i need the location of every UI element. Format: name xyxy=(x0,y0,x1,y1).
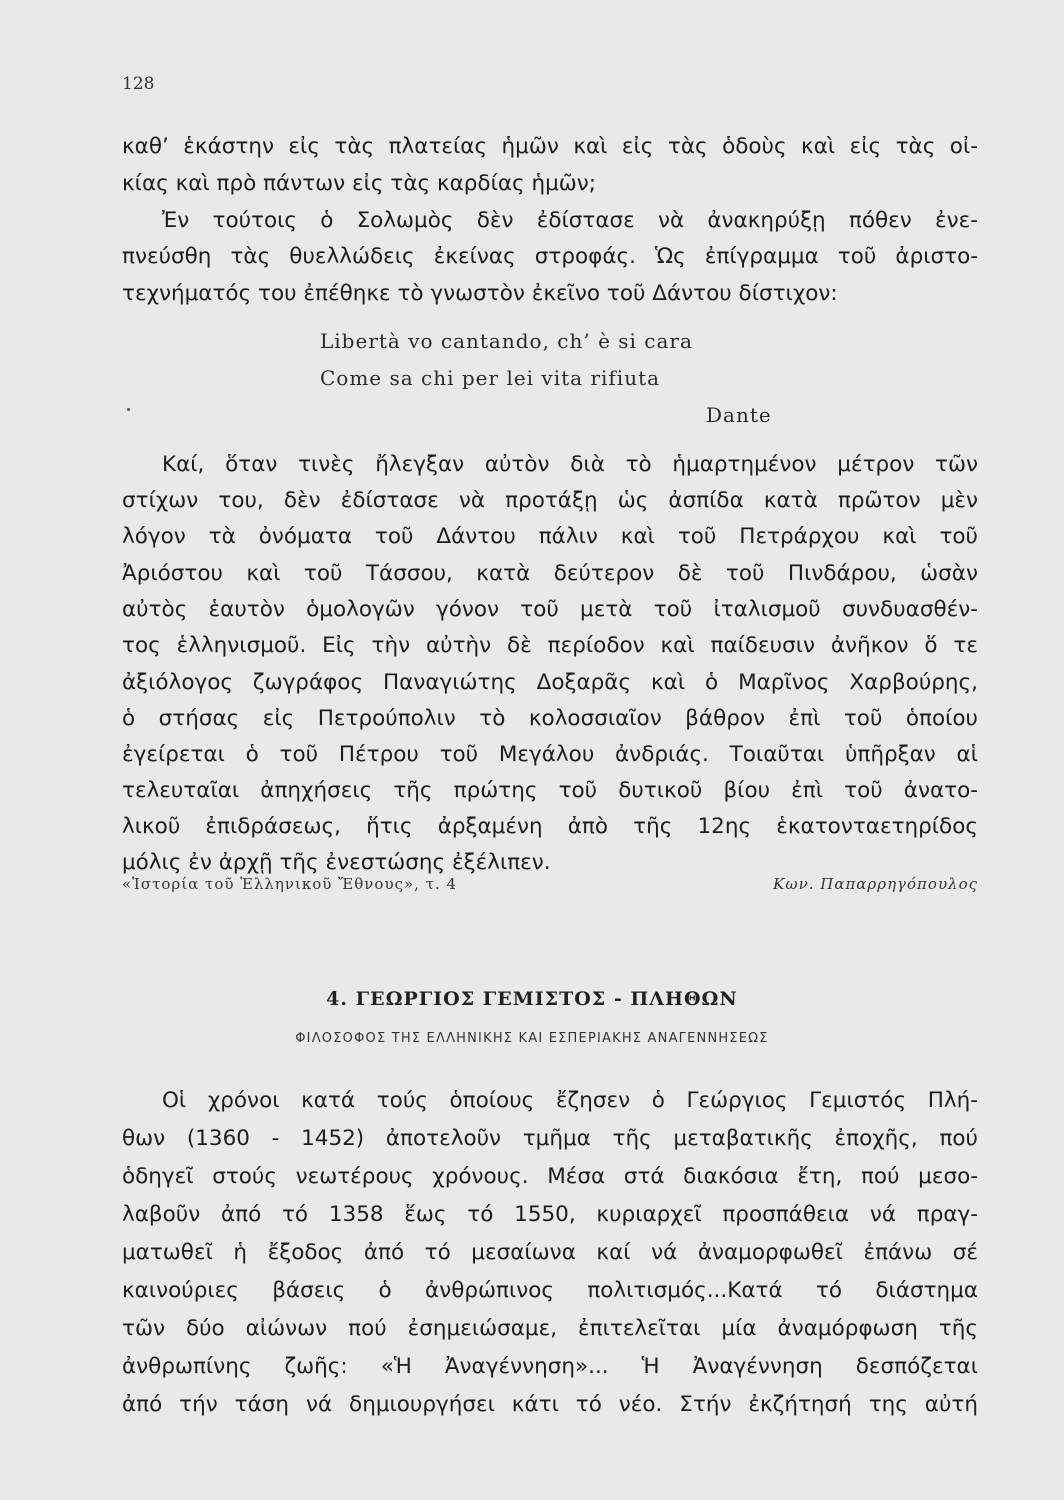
text-line: λικοῦ ἐπιδράσεως, ἥτις ἀρξαμένη ἀπὸ τῆς 12ης ἑκατονταετηρίδος xyxy=(122,814,978,839)
margin-dot xyxy=(127,408,130,411)
text-line: καθ’ ἑκάστην εἰς τὰς πλατείας ἡμῶν καὶ εἰς τὰς ὁδοὺς καὶ εἰς τὰς οἰ- xyxy=(122,134,978,159)
text-line: ματωθεῖ ἡ ἔξοδος ἀπό τό μεσαίωνα καί νά ἀναμορφωθεῖ ἐπάνω σέ xyxy=(122,1240,978,1265)
text-line: λόγον τὰ ὀνόματα τοῦ Δάντου πάλιν καὶ τοῦ Πετράρχου καὶ τοῦ xyxy=(122,524,978,549)
text-line: τελευταῖαι ἀπηχήσεις τῆς πρώτης τοῦ δυτικοῦ βίου ἐπὶ τοῦ ἀνατο- xyxy=(122,778,978,803)
text-line: τῶν δύο αἰώνων πού ἐσημειώσαμε, ἐπιτελεῖται μία ἀναμόρφωση τῆς xyxy=(122,1316,978,1341)
text-line: ἀξιόλογος ζωγράφος Παναγιώτης Δοξαρᾶς καὶ ὁ Μαρῖνος Χαρβούρης, xyxy=(122,670,978,695)
text-line: τεχνήματός του ἐπέθηκε τὸ γνωστὸν ἐκεῖνο τοῦ Δάντου δίστιχον: xyxy=(122,281,838,306)
source-author: Κων. Παπαρρηγόπουλος xyxy=(773,875,978,893)
text-line: ἀνθρωπίνης ζωῆς: «Ἡ Ἀναγέννηση»... Ἡ Ἀναγέννηση δεσπόζεται xyxy=(122,1354,978,1379)
text-line: Ἀριόστου καὶ τοῦ Τάσσου, κατὰ δεύτερον δὲ τοῦ Πινδάρου, ὡσὰν xyxy=(122,561,978,586)
text-line: θων (1360 - 1452) ἀποτελοῦν τμῆμα τῆς μεταβατικῆς ἐποχῆς, πού xyxy=(122,1126,978,1151)
text-line: καινούριες βάσεις ὁ ἀνθρώπινος πολιτισμός...Κατά τό διάστημα xyxy=(122,1278,978,1303)
text-line: Καί, ὅταν τινὲς ἤλεγξαν αὐτὸν διὰ τὸ ἡμαρτημένον μέτρον τῶν xyxy=(162,452,978,477)
text-line: αὐτὸς ἑαυτὸν ὁμολογῶν γόνον τοῦ μετὰ τοῦ ἰταλισμοῦ συνδυασθέν- xyxy=(122,597,978,622)
text-line: κίας καὶ πρὸ πάντων εἰς τὰς καρδίας ἡμῶν; xyxy=(122,171,597,196)
text-line: μόλις ἐν ἀρχῇ τῆς ἐνεστώσης ἐξέλιπεν. xyxy=(122,850,551,875)
text-line: στίχων του, δὲν ἐδίστασε νὰ προτάξῃ ὡς ἀσπίδα κατὰ πρῶτον μὲν xyxy=(122,488,978,513)
text-line: ἐγείρεται ὁ τοῦ Πέτρου τοῦ Μεγάλου ἀνδριάς. Τοιαῦται ὑπῆρξαν αἱ xyxy=(122,742,978,767)
text-line: τος ἑλληνισμοῦ. Εἰς τὴν αὐτὴν δὲ περίοδον καὶ παίδευσιν ἀνῆκον ὅ τε xyxy=(122,633,978,658)
text-line: ἀπό τήν τάση νά δημιουργήσει κάτι τό νέο. Στήν ἐκζήτησή της αὐτή xyxy=(122,1392,978,1417)
text-line: Οἱ χρόνοι κατά τούς ὁποίους ἔζησεν ὁ Γεώργιος Γεμιστός Πλή- xyxy=(162,1088,978,1113)
text-line: λαβοῦν ἀπό τό 1358 ἕως τό 1550, κυριαρχεῖ προσπάθεια νά πραγ- xyxy=(122,1202,978,1227)
text-line: πνεύσθη τὰς θυελλώδεις ἐκείνας στροφάς. Ὡς ἐπίγραμμα τοῦ ἀριστο- xyxy=(122,244,978,269)
text-line: ὁδηγεῖ στούς νεωτέρους χρόνους. Μέσα στά διακόσια ἔτη, πού μεσο- xyxy=(122,1164,978,1189)
text-line: ὁ στήσας εἰς Πετρούπολιν τὸ κολοσσιαῖον βάθρον ἐπὶ τοῦ ὁποίου xyxy=(122,706,978,731)
text-line: Ἐν τούτοις ὁ Σολωμὸς δὲν ἐδίστασε νὰ ἀνακηρύξῃ πόθεν ἐνε- xyxy=(162,208,978,233)
quote-author: Dante xyxy=(706,403,772,427)
quote-verse-line: Come sa chi per lei vita rifiuta xyxy=(320,366,661,390)
page-number: 128 xyxy=(122,74,155,94)
section-heading: 4. ΓΕΩΡΓΙΟΣ ΓΕΜΙΣΤΟΣ - ΠΛΗΘΩΝ xyxy=(326,988,738,1010)
section-subheading: ΦΙΛΟΣΟΦΟΣ ΤΗΣ ΕΛΛΗΝΙΚΗΣ ΚΑΙ ΕΣΠΕΡΙΑΚΗΣ ΑΝΑΓΕΝΝΗΣΕΩΣ xyxy=(295,1031,769,1046)
source-citation: «Ἱστορία τοῦ Ἑλληνικοῦ Ἔθνους», τ. 4 xyxy=(122,875,458,893)
source-citation-row xyxy=(122,872,978,896)
quote-verse-line: Libertà vo cantando, ch’ è si cara xyxy=(320,329,693,353)
